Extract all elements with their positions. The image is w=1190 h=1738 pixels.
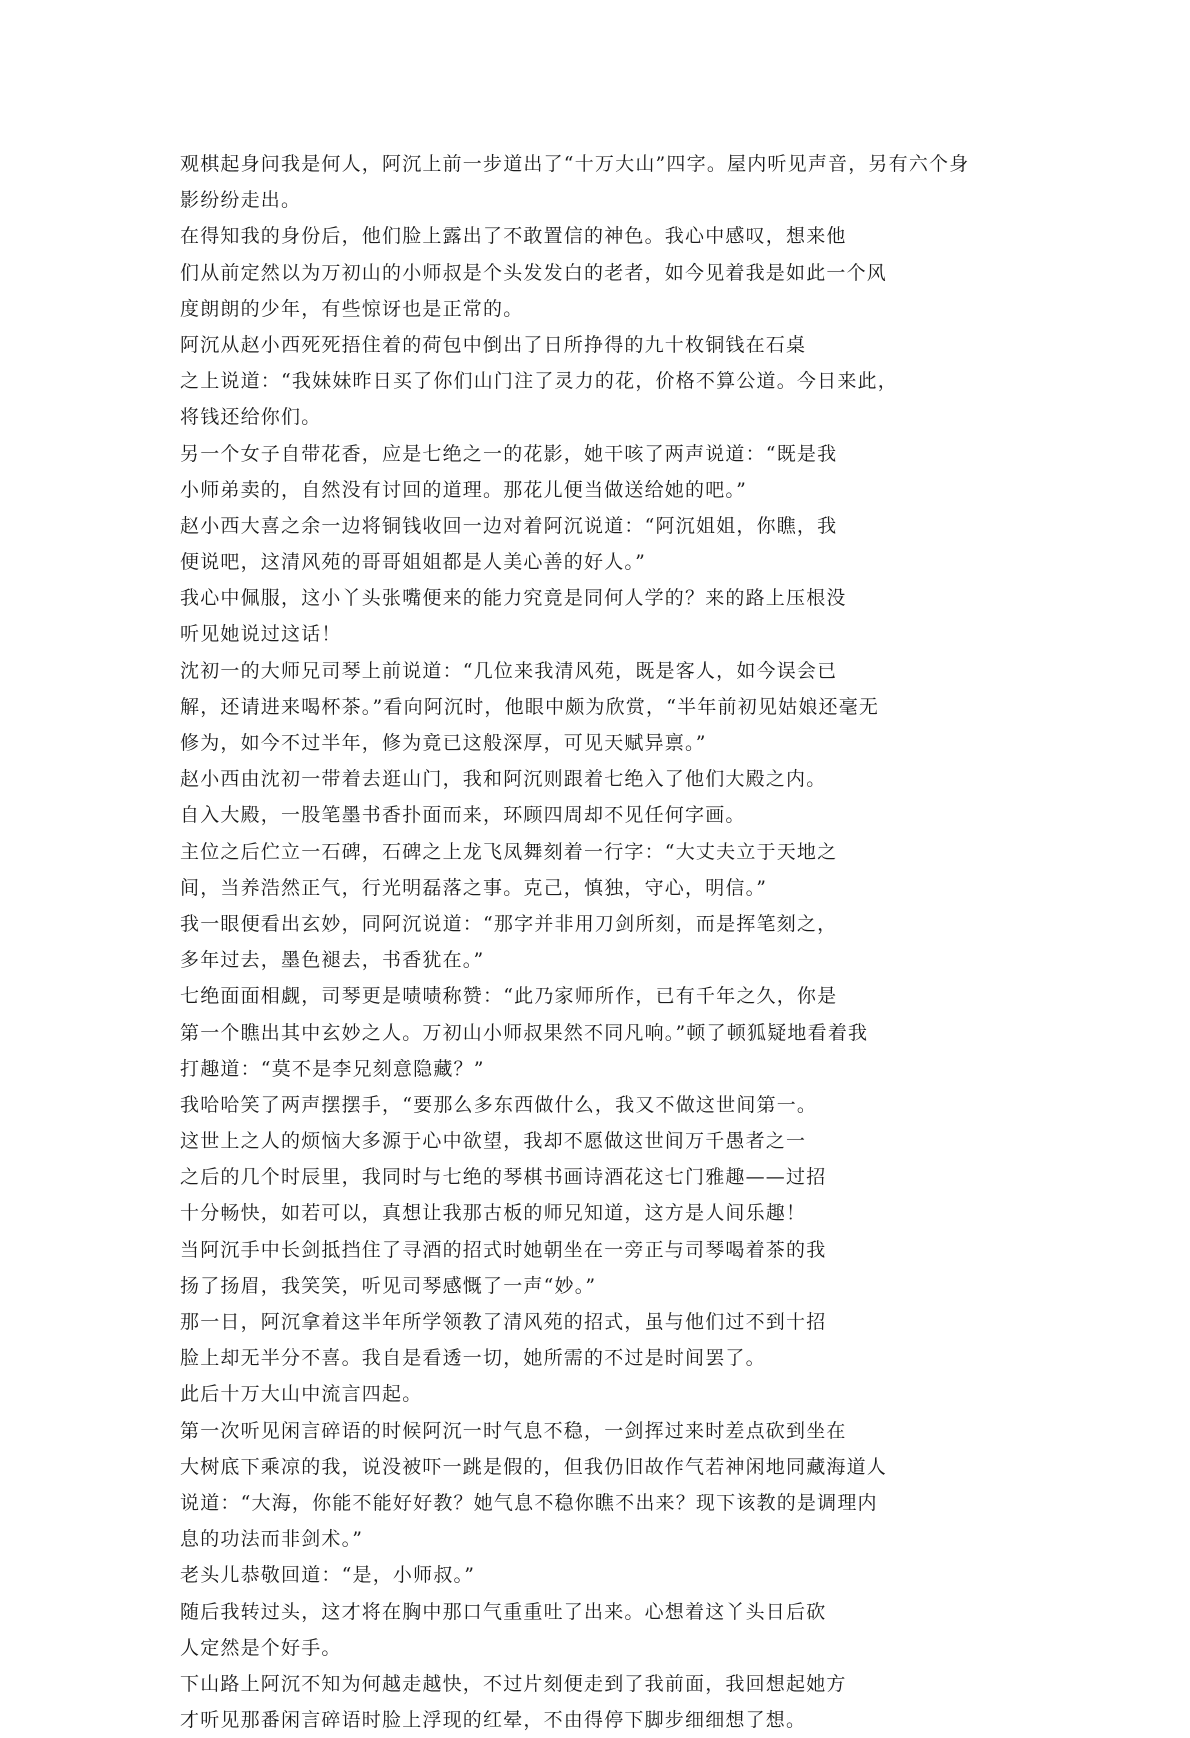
text-line: 我一眼便看出玄妙，同阿沉说道：“那字并非用刀剑所刻，而是挥笔刻之， xyxy=(180,912,838,935)
text-line: 们从前定然以为万初山的小师叔是个头发发白的老者，如今见着我是如此一个风 xyxy=(180,261,888,284)
text-line: 第一次听见闲言碎语的时候阿沉一时气息不稳，一剑挥过来时差点砍到坐在 xyxy=(180,1419,847,1442)
text-line: 才听见那番闲言碎语时脸上浮现的红晕，不由得停下脚步细细想了想。 xyxy=(180,1709,807,1732)
text-line: 打趣道：“莫不是李兄刻意隐藏？” xyxy=(180,1057,485,1080)
text-line: 阿沉从赵小西死死捂住着的荷包中倒出了日所挣得的九十枚铜钱在石桌 xyxy=(180,333,807,356)
text-line: 主位之后伫立一石碑，石碑之上龙飞凤舞刻着一行字：“大丈夫立于天地之 xyxy=(180,840,838,863)
text-line: 那一日，阿沉拿着这半年所学领教了清风苑的招式，虽与他们过不到十招 xyxy=(180,1311,827,1333)
text-line: 说道：“大海，你能不能好好教？她气息不稳你瞧不出来？现下该教的是调理内 xyxy=(180,1491,878,1514)
text-line: 之上说道：“我妹妹昨日买了你们山门注了灵力的花，价格不算公道。今日来此， xyxy=(180,370,898,393)
text-line: 下山路上阿沉不知为何越走越快，不过片刻便走到了我前面，我回想起她方 xyxy=(180,1672,847,1695)
text-line: 修为，如今不过半年，修为竟已这般深厚，可见天赋异禀。” xyxy=(180,732,707,754)
text-line: 七绝面面相觑，司琴更是啧啧称赞：“此乃家师所作，已有千年之久，你是 xyxy=(180,985,838,1008)
text-line: 随后我转过头，这才将在胸中那口气重重吐了出来。心想着这丫头日后砍 xyxy=(180,1600,827,1623)
text-line: 自入大殿，一股笔墨书香扑面而来，环顾四周却不见任何字画。 xyxy=(180,804,746,827)
text-line: 十分畅快，如若可以，真想让我那古板的师兄知道，这方是人间乐趣！ xyxy=(180,1202,807,1225)
text-line: 赵小西大喜之余一边将铜钱收回一边对着阿沉说道：“阿沉姐姐，你瞧，我 xyxy=(180,514,838,537)
text-line: 在得知我的身份后，他们脸上露出了不敢置信的神色。我心中感叹，想来他 xyxy=(180,225,847,248)
text-line: 此后十万大山中流言四起。 xyxy=(180,1383,423,1406)
text-line: 另一个女子自带花香，应是七绝之一的花影，她干咳了两声说道：“既是我 xyxy=(180,442,838,465)
text-line: 多年过去，墨色褪去，书香犹在。” xyxy=(180,949,485,972)
text-line: 我哈哈笑了两声摆摆手，“要那么多东西做什么，我又不做这世间第一。 xyxy=(180,1093,818,1116)
text-line: 我心中佩服，这小丫头张嘴便来的能力究竟是同何人学的？来的路上压根没 xyxy=(180,587,847,610)
text-line: 当阿沉手中长剑抵挡住了寻酒的招式时她朝坐在一旁正与司琴喝着茶的我 xyxy=(180,1238,827,1261)
text-line: 第一个瞧出其中玄妙之人。万初山小师叔果然不同凡响。”顿了顿狐疑地看着我 xyxy=(180,1021,869,1044)
text-line: 沈初一的大师兄司琴上前说道：“几位来我清风苑，既是客人，如今误会已 xyxy=(180,659,838,682)
text-line: 之后的几个时辰里，我同时与七绝的琴棋书画诗酒花这七门雅趣——过招 xyxy=(180,1166,827,1189)
text-line: 观棋起身问我是何人，阿沉上前一步道出了“十万大山”四字。屋内听见声音，另有六个身 xyxy=(180,153,970,175)
text-line: 便说吧，这清风苑的哥哥姐姐都是人美心善的好人。” xyxy=(180,551,647,574)
text-line: 赵小西由沈初一带着去逛山门，我和阿沉则跟着七绝入了他们大殿之内。 xyxy=(180,768,827,791)
text-line: 将钱还给你们。 xyxy=(180,406,322,429)
document-body xyxy=(180,146,1080,1738)
text-line: 息的功法而非剑术。” xyxy=(180,1528,364,1551)
text-line: 度朗朗的少年，有些惊讶也是正常的。 xyxy=(180,297,524,320)
text-line: 这世上之人的烦恼大多源于心中欲望，我却不愿做这世间万千愚者之一 xyxy=(180,1130,807,1153)
text-line: 脸上却无半分不喜。我自是看透一切，她所需的不过是时间罢了。 xyxy=(180,1347,766,1370)
text-line: 影纷纷走出。 xyxy=(180,189,302,212)
text-line: 小师弟卖的，自然没有讨回的道理。那花儿便当做送给她的吧。” xyxy=(180,478,748,501)
text-line: 解，还请进来喝杯茶。”看向阿沉时，他眼中颇为欣赏，“半年前初见姑娘还毫无 xyxy=(180,695,880,718)
text-line: 听见她说过这话！ xyxy=(180,623,342,646)
text-line: 扬了扬眉，我笑笑，听见司琴感慨了一声“妙。” xyxy=(180,1274,597,1297)
text-line: 大树底下乘凉的我，说没被吓一跳是假的，但我仍旧故作气若神闲地同藏海道人 xyxy=(180,1455,888,1478)
text-line: 人定然是个好手。 xyxy=(180,1636,342,1659)
text-line: 老头儿恭敬回道：“是，小师叔。” xyxy=(180,1564,476,1587)
text-line: 间，当养浩然正气，行光明磊落之事。克己，慎独，守心，明信。” xyxy=(180,876,768,899)
